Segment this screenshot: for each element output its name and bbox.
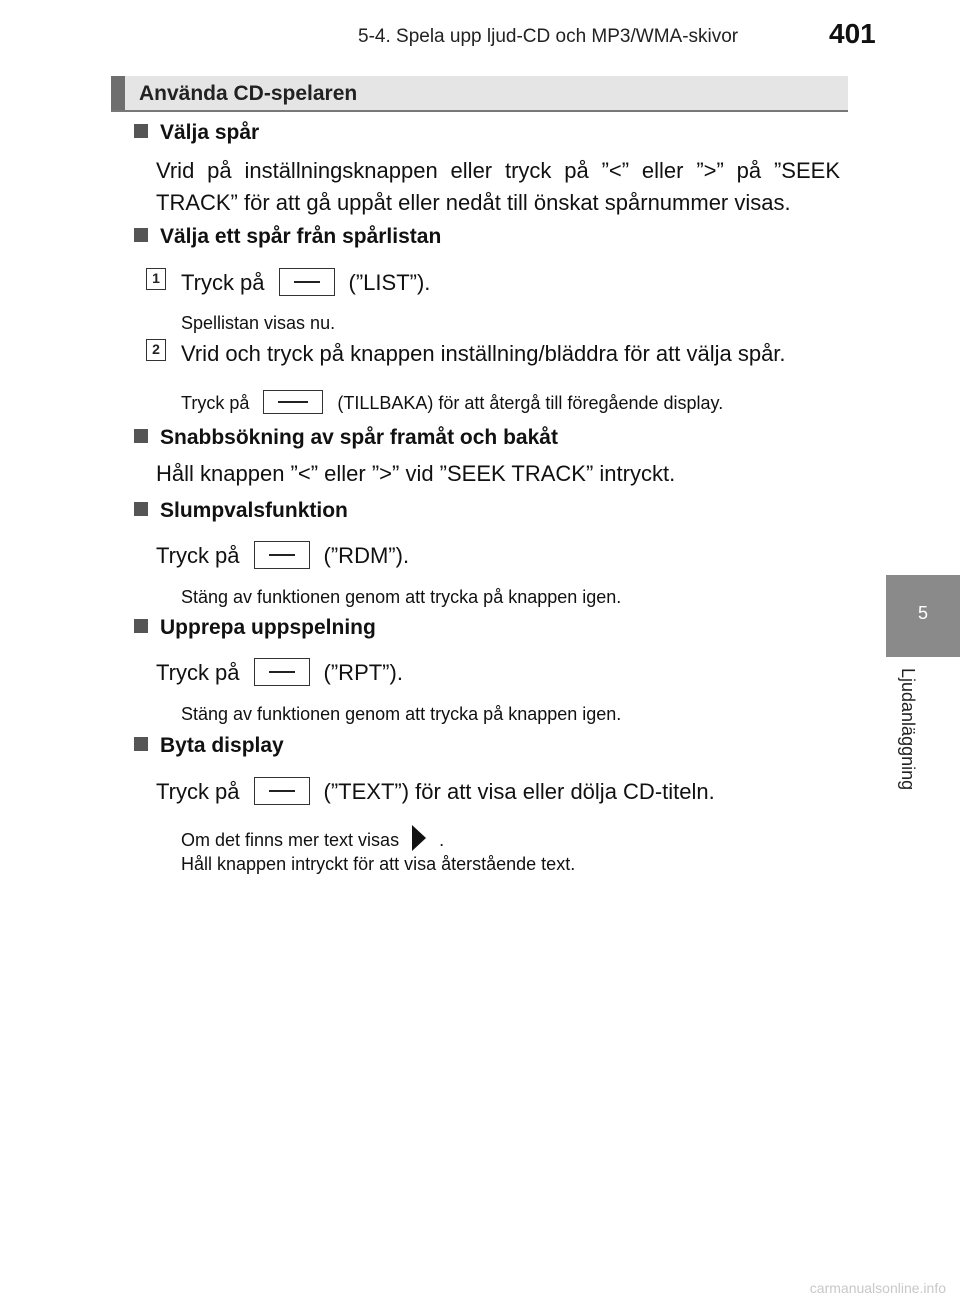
random-line <box>156 543 409 571</box>
more-text-arrow-icon <box>409 823 429 853</box>
page-number: 401 <box>829 18 876 49</box>
chapter-label-text: Ljudanläggning <box>898 668 918 791</box>
repeat-note: Stäng av funktionen genom att trycka på knappen igen. <box>181 704 622 724</box>
step1-line <box>181 270 430 298</box>
fast-search-text: Håll knappen ”<” eller ”>” vid ”SEEK TRACK” intryckt. <box>156 461 676 486</box>
bullet-square-icon <box>134 619 148 633</box>
display-prefix: Tryck på <box>156 779 240 804</box>
heading-text: Upprepa uppspelning <box>160 616 376 639</box>
heading-fast-search <box>134 426 558 450</box>
bullet-square-icon <box>134 124 148 138</box>
bullet-square-icon <box>134 228 148 242</box>
display-suffix: (”TEXT”) för att visa eller dölja CD-titeln. <box>323 779 715 804</box>
select-track-text: Vrid på inställningsknappen eller tryck på ”<” eller ”>” på ”SEEK TRACK” för att gå uppåt eller nedåt till önskat spårnummer visas. <box>156 158 840 215</box>
section-heading <box>111 76 848 112</box>
text-button-icon <box>254 777 310 805</box>
heading-repeat <box>134 616 376 640</box>
step2-note-prefix: Tryck på <box>181 392 250 413</box>
display-line <box>156 779 715 807</box>
rpt-button-icon <box>254 658 310 686</box>
step2-note <box>181 392 723 416</box>
chapter-tab <box>886 575 960 657</box>
watermark: carmanualsonline.info <box>809 1280 946 1296</box>
display-note-2: Håll knappen intryckt för att visa återstående text. <box>181 854 576 874</box>
heading-text: Byta display <box>160 734 284 757</box>
heading-select-track <box>134 121 259 145</box>
back-button-icon <box>263 390 323 414</box>
display-note1-prefix: Om det finns mer text visas <box>181 829 400 850</box>
heading-text: Snabbsökning av spår framåt och bakåt <box>160 426 558 449</box>
rdm-button-icon <box>254 541 310 569</box>
step2-text: Vrid och tryck på knappen inställning/bläddra för att välja spår. <box>181 341 786 366</box>
running-header: 5-4. Spela upp ljud-CD och MP3/WMA-skivor <box>358 26 739 47</box>
random-suffix: (”RDM”). <box>323 543 410 568</box>
bullet-square-icon <box>134 737 148 751</box>
step1-note: Spellistan visas nu. <box>181 313 336 333</box>
random-prefix: Tryck på <box>156 543 240 568</box>
heading-text: Välja ett spår från spårlistan <box>160 225 442 248</box>
step1-suffix: (”LIST”). <box>348 270 431 295</box>
bullet-square-icon <box>134 502 148 516</box>
list-button-icon <box>279 268 335 296</box>
bullet-square-icon <box>134 429 148 443</box>
random-note: Stäng av funktionen genom att trycka på knappen igen. <box>181 587 622 607</box>
display-note1-suffix: . <box>439 829 445 850</box>
chapter-number: 5 <box>917 603 928 623</box>
section-title: Använda CD-spelaren <box>139 82 358 105</box>
heading-random <box>134 499 348 523</box>
step2-note-suffix: (TILLBAKA) för att återgå till föregående display. <box>337 392 724 413</box>
step-number-1: 1 <box>146 268 166 290</box>
heading-text: Välja spår <box>160 121 260 144</box>
step-number-2: 2 <box>146 339 166 361</box>
section-heading-bar <box>111 76 125 110</box>
repeat-line <box>156 660 403 688</box>
step1-prefix: Tryck på <box>181 270 265 295</box>
heading-select-from-list <box>134 225 441 249</box>
repeat-prefix: Tryck på <box>156 660 240 685</box>
repeat-suffix: (”RPT”). <box>323 660 403 685</box>
heading-display <box>134 734 284 758</box>
chapter-label <box>898 668 918 808</box>
heading-text: Slumpvalsfunktion <box>160 499 348 522</box>
display-note-1 <box>181 826 444 856</box>
